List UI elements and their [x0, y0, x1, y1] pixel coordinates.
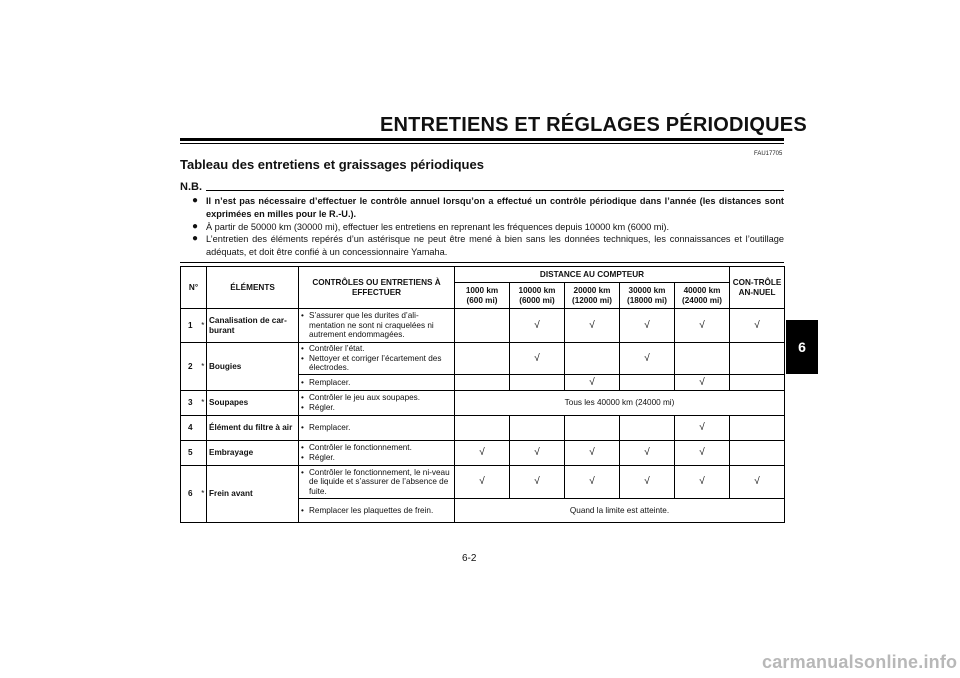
action-cell	[299, 466, 455, 499]
header-distance: DISTANCE AU COMPTEUR	[455, 267, 730, 283]
action-item: • Contrôler le fonctionnement.	[301, 443, 452, 453]
check-cell	[620, 375, 675, 391]
check-mark-icon: √	[644, 476, 650, 488]
item-number: 3	[181, 391, 200, 416]
table-row	[181, 343, 785, 375]
action-list	[301, 468, 452, 497]
check-cell	[730, 309, 785, 343]
check-cell	[730, 375, 785, 391]
table-row	[181, 416, 785, 441]
check-mark-icon: √	[644, 319, 650, 331]
element-name: Embrayage	[207, 441, 299, 466]
check-cell	[565, 309, 620, 343]
check-cell	[675, 309, 730, 343]
asterisk-mark: *	[200, 309, 207, 343]
check-mark-icon: √	[534, 447, 540, 459]
check-mark-icon: √	[589, 319, 595, 331]
header-no: N°	[181, 267, 207, 309]
table-row	[181, 466, 785, 499]
watermark: carmanualsonline.info	[762, 652, 958, 672]
header-rule-thin	[180, 143, 784, 144]
check-cell	[675, 343, 730, 375]
check-mark-icon: √	[589, 476, 595, 488]
element-name: Bougies	[207, 343, 299, 391]
header-element: ÉLÉMENTS	[207, 267, 299, 309]
element-name: Frein avant	[207, 466, 299, 523]
table-row	[181, 441, 785, 466]
action-item: • Contrôler l’état.	[301, 344, 452, 354]
asterisk-mark	[200, 441, 207, 466]
action-item: • Remplacer.	[301, 378, 452, 388]
action-cell	[299, 375, 455, 391]
table-row	[181, 391, 785, 416]
action-list	[301, 443, 452, 462]
header-km: 10000 km (6000 mi)	[510, 283, 565, 309]
check-cell	[565, 416, 620, 441]
header-control: CONTRÔLES OU ENTRETIENS À EFFECTUER	[299, 267, 455, 309]
check-mark-icon: √	[534, 476, 540, 488]
action-list	[301, 423, 452, 433]
check-cell	[510, 416, 565, 441]
action-cell	[299, 416, 455, 441]
action-item: • Régler.	[301, 403, 452, 413]
check-cell	[675, 416, 730, 441]
check-mark-icon: √	[534, 352, 540, 364]
action-list	[301, 393, 452, 412]
check-cell	[455, 466, 510, 499]
asterisk-mark: *	[200, 391, 207, 416]
check-cell	[675, 441, 730, 466]
header-km: 1000 km (600 mi)	[455, 283, 510, 309]
check-cell	[675, 466, 730, 499]
check-mark-icon: √	[699, 319, 705, 331]
element-name: Élément du filtre à air	[207, 416, 299, 441]
check-mark-icon: √	[699, 376, 705, 388]
item-number: 4	[181, 416, 200, 441]
check-cell	[565, 375, 620, 391]
check-cell	[510, 343, 565, 375]
section-title: Tableau des entretiens et graissages périodiques	[180, 157, 484, 172]
check-cell	[620, 309, 675, 343]
action-item: • Remplacer.	[301, 423, 452, 433]
asterisk-mark: *	[200, 343, 207, 391]
header-rule	[180, 138, 784, 141]
item-number: 6	[181, 466, 200, 523]
reference-code: FAU17705	[754, 151, 783, 157]
check-cell	[510, 375, 565, 391]
element-name: Canalisation de car-burant	[207, 309, 299, 343]
table-top-rule	[180, 262, 784, 263]
check-mark-icon: √	[479, 447, 485, 459]
note-item: ● L’entretien des éléments repérés d’un astérisque ne peut être mené à bien sans les données techniques, les connaissances et l’outillage adéquats, et doit être confié à un concessionnaire Yamaha.	[192, 233, 784, 257]
asterisk-mark: *	[200, 466, 207, 523]
action-list	[301, 344, 452, 373]
check-mark-icon: √	[479, 476, 485, 488]
check-cell	[510, 309, 565, 343]
action-item: • Nettoyer et corriger l’écartement des électrodes.	[301, 354, 452, 373]
interval-note: Quand la limite est atteinte.	[455, 499, 785, 523]
check-cell	[730, 441, 785, 466]
check-cell	[730, 343, 785, 375]
header-annual: CON-TRÔLE AN-NUEL	[730, 267, 785, 309]
check-mark-icon: √	[589, 447, 595, 459]
chapter-tab: 6	[786, 320, 818, 374]
check-mark-icon: √	[754, 319, 760, 331]
action-cell	[299, 441, 455, 466]
check-cell	[620, 416, 675, 441]
note-divider	[206, 190, 784, 191]
check-cell	[565, 466, 620, 499]
action-cell	[299, 499, 455, 523]
action-cell	[299, 343, 455, 375]
action-item: • Contrôler le jeu aux soupapes.	[301, 393, 452, 403]
check-cell	[620, 466, 675, 499]
note-item: ● Il n’est pas nécessaire d’effectuer le contrôle annuel lorsqu’on a effectué un contrôle périodique dans l’année (les distances sont exprimées en milles pour le R.-U.).	[192, 195, 784, 219]
page-number: 6-2	[462, 553, 477, 564]
check-cell	[675, 375, 730, 391]
check-mark-icon: √	[699, 476, 705, 488]
check-mark-icon: √	[699, 422, 705, 434]
action-list	[301, 506, 452, 516]
check-cell	[565, 441, 620, 466]
check-mark-icon: √	[589, 376, 595, 388]
action-item: • Régler.	[301, 453, 452, 463]
note-item: ● À partir de 50000 km (30000 mi), effectuer les entretiens en reprenant les fréquences depuis 10000 km (6000 mi).	[192, 221, 670, 232]
page-title: ENTRETIENS ET RÉGLAGES PÉRIODIQUES	[380, 114, 807, 136]
check-cell	[565, 343, 620, 375]
item-number: 5	[181, 441, 200, 466]
element-name: Soupapes	[207, 391, 299, 416]
check-cell	[455, 309, 510, 343]
action-list	[301, 311, 452, 340]
check-cell	[730, 466, 785, 499]
check-cell	[455, 375, 510, 391]
bullet-icon: ●	[192, 233, 199, 244]
action-item: • Remplacer les plaquettes de frein.	[301, 506, 452, 516]
check-cell	[510, 441, 565, 466]
header-km: 40000 km (24000 mi)	[675, 283, 730, 309]
action-item: • S’assurer que les durites d’ali-mentation ne sont ni craquelées ni autrement endommagées.	[301, 311, 452, 340]
interval-note: Tous les 40000 km (24000 mi)	[455, 391, 785, 416]
maintenance-table	[180, 266, 785, 523]
action-item: • Contrôler le fonctionnement, le ni-veau de liquide et s’assurer de l’absence de fuite.	[301, 468, 452, 497]
check-mark-icon: √	[644, 352, 650, 364]
item-number: 1	[181, 309, 200, 343]
item-number: 2	[181, 343, 200, 391]
table-row	[181, 309, 785, 343]
bullet-icon: ●	[192, 195, 199, 206]
check-cell	[730, 416, 785, 441]
check-mark-icon: √	[754, 476, 760, 488]
check-mark-icon: √	[699, 447, 705, 459]
action-cell	[299, 391, 455, 416]
check-cell	[620, 343, 675, 375]
check-cell	[455, 343, 510, 375]
check-cell	[510, 466, 565, 499]
check-cell	[455, 416, 510, 441]
header-km: 20000 km (12000 mi)	[565, 283, 620, 309]
note-label: N.B.	[180, 181, 202, 193]
check-cell	[620, 441, 675, 466]
header-km: 30000 km (18000 mi)	[620, 283, 675, 309]
check-mark-icon: √	[534, 319, 540, 331]
action-cell	[299, 309, 455, 343]
action-list	[301, 378, 452, 388]
asterisk-mark	[200, 416, 207, 441]
check-mark-icon: √	[644, 447, 650, 459]
check-cell	[455, 441, 510, 466]
bullet-icon: ●	[192, 221, 199, 232]
